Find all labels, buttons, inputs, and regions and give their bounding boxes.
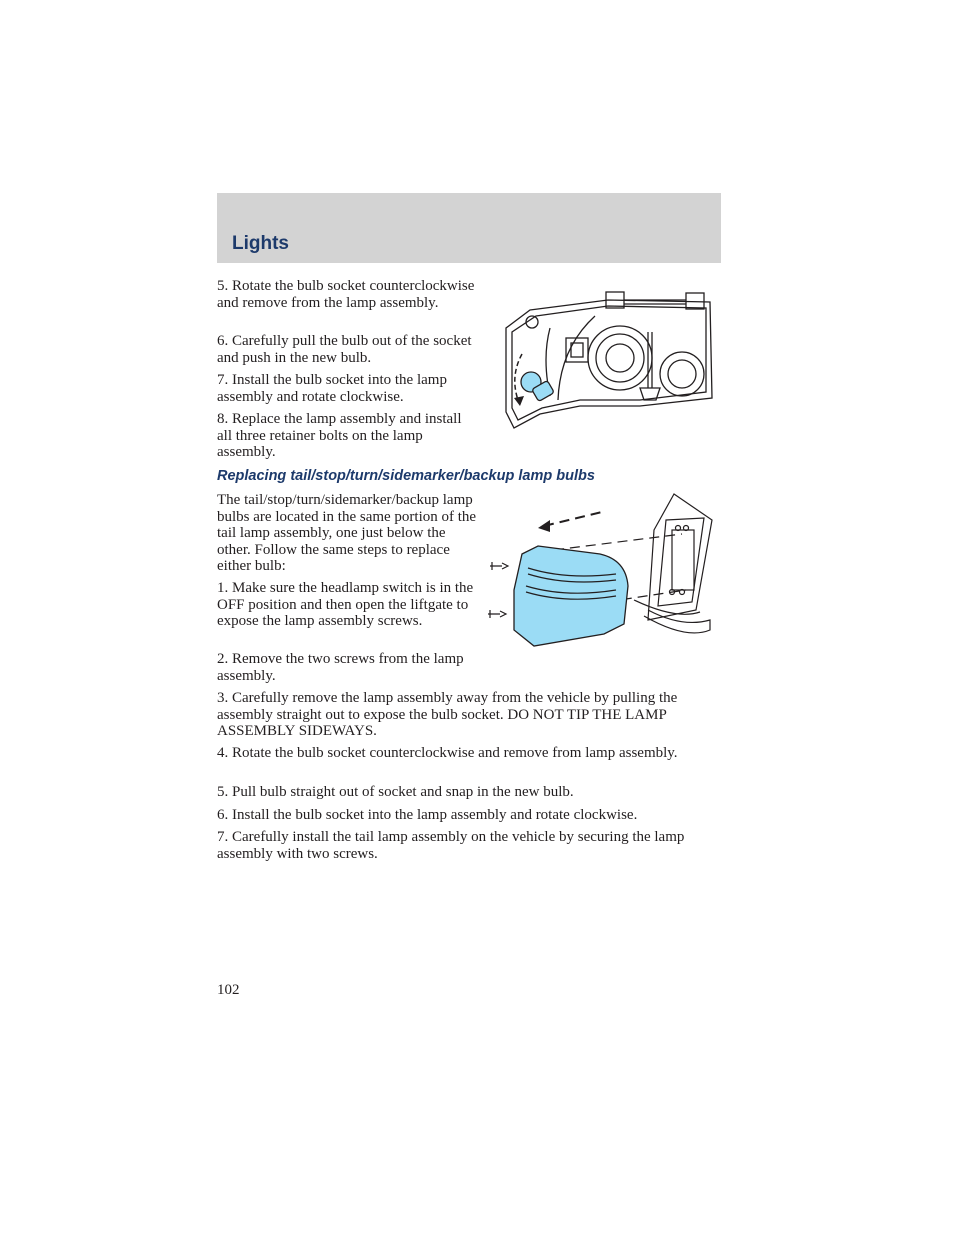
section-title: Lights <box>232 233 289 254</box>
section-header-bar <box>217 193 721 263</box>
tail-step-3: 3. Carefully remove the lamp assembly away from the vehicle by pulling the assembly straight out to expose the bulb socket. DO NOT TIP THE LAMP ASSEMBLY SIDEWAYS. <box>217 690 678 739</box>
tail-step-6: 6. Install the bulb socket into the lamp assembly and rotate clockwise. <box>217 807 638 823</box>
headlamp-step-7: 7. Install the bulb socket into the lamp assembly and rotate clockwise. <box>217 372 447 405</box>
headlamp-step-6: 6. Carefully pull the bulb out of the socket and push in the new bulb. <box>217 333 472 366</box>
headlamp-assembly-illustration <box>500 288 720 433</box>
tail-step-7: 7. Carefully install the tail lamp assembly on the vehicle by securing the lamp assembly with two screws. <box>217 829 685 862</box>
page-number: 102 <box>217 982 240 998</box>
headlamp-step-5: 5. Rotate the bulb socket counterclockwise and remove from the lamp assembly. <box>217 278 475 311</box>
headlamp-step-8: 8. Replace the lamp assembly and install all three retainer bolts on the lamp assembly. <box>217 411 462 460</box>
tail-step-2: 2. Remove the two screws from the lamp assembly. <box>217 651 464 684</box>
tail-step-1: 1. Make sure the headlamp switch is in the OFF position and then open the liftgate to expose the lamp assembly screws. <box>217 580 474 629</box>
tail-lamp-removal-illustration <box>486 490 722 650</box>
section-subheading: Replacing tail/stop/turn/sidemarker/backup lamp bulbs <box>217 468 595 484</box>
tail-lamp-intro: The tail/stop/turn/sidemarker/backup lamp bulbs are located in the same portion of the tail lamp assembly, one just below the other. Follow the same steps to replace either bulb: <box>217 492 477 574</box>
tail-step-5: 5. Pull bulb straight out of socket and snap in the new bulb. <box>217 784 574 800</box>
tail-step-4: 4. Rotate the bulb socket counterclockwise and remove from lamp assembly. <box>217 745 678 761</box>
